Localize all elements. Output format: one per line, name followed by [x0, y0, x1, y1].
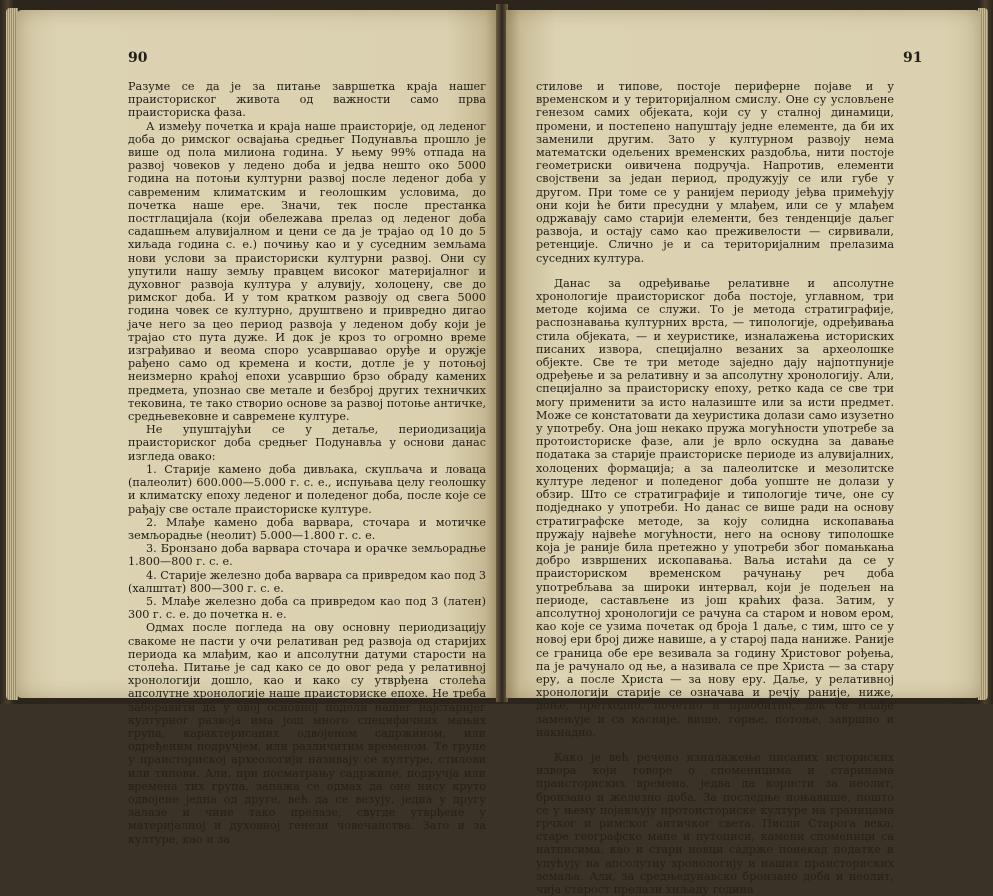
- paragraph: 2. Млађе камено доба варвара, сточара и мотичке земљорадње (неолит) 5.000—1.800 г. с. е.: [128, 515, 486, 542]
- paragraph: Одмах после погледа на ову основну периодизацију свакоме не пасти у очи релативан ред развоја од старијих периода ка млађим, као и апсолутни датуми старости на столећа. Питање је сад како се до овог реда у релативној хронологији дошло, као и како су утврђена столећа апсолутне хронологије наше праисториске епохе. Не треба заборавити да у овој основној подели нашег најстаријег културног развоја има још много специфичних мањих група, карактерисаних одвојеном садржином, или одређеним подручјем, или различитим временом. Те групе у праисториској археологији називају се културе, стилови или типови. Али, при посматрању садржине, подручја или времена тих група, запажа се одмах да оне нису круто одвојене једна од друге, већ да се везују, једна у другу залазе и чине тако прелазе, свугде утврђене у материјалној и духовној генези човечанства. Зато и за културе, као и за: [128, 621, 486, 846]
- paragraph: 5. Млађе железно доба са привредом као под 3 (латен) 300 г. с. е. до почетка н. е.: [128, 594, 486, 622]
- right-page: [506, 10, 981, 896]
- paragraph: Не упуштајући се у детаље, периодизација праисториског доба средњег Подунавља у основи данас изгледа овако:: [128, 423, 486, 463]
- right-page-text: [536, 80, 894, 896]
- left-page-text: [128, 80, 486, 846]
- paragraph: Како је већ речено изналажење писаних историских извора који говоре о споменицима и старинама праисториских времена, једва да користи за неолит, бронзано и железно доба. За последње поњавише, пошто се у њему појављују протоисториске културе на границама грчког и римског античког света. Писци Старога века, старе географске мапе и путописи, камени споменици са натписима, као и стари новци садрже понекад податке и упућују на апсолутну хронологију и наших праисториских земаља. Али, за средњедунавско бронзано доба и неолит, чија старост прелази хиљаду година: [536, 750, 894, 896]
- right-page-number: 91: [903, 50, 923, 66]
- paragraph: 1. Старије камено доба дивљака, скупљача и ловаца (палеолит) 600.000—5.000 г. с. е., испуњава целу геолошку и климатску епоху леденог и поледеног доба, после које се рађају све остале праисториске културе.: [128, 462, 486, 516]
- paragraph: А између почетка и краја наше праисторије, од леденог доба до римског освајања средњег Подунавља прошло је више од пола милиона година. У њему 99% отпада на развој човеков у ледено доба и једва нешто око 5000 година на потоњи културни развој после леденог доба у савременим климатским и геолошким условима, до почетка наше ере. Значи, тек после престанка постглацијала (који обележава прелаз од леденог доба садашњем алувијалном и цени се да је трајао од 10 до 5 хиљада година с. е.) почињу као и у суседним земљама нови услови за праисториски културни развој. Они су упутили нашу земљу правцем високог материјалног и духовног развоја култура у алувију, холоцену, све до римског доба. И у том кратком развоју од свега 5000 година човек се културно, друштвено и привредно дигао јаче него за цео период развоја у леденом добу који је трајао сто пута дуже. И док је кроз то огромно време изграђивао и веома споро усавршавао оруђе и оружје рађено само од кремена и кости, дотле је у потоњој неизмерно краћој епохи усавршио брзо обраду камених предмета, упознао све метале и безброј других техничких тековина, те тако створио основе за развој потоње античке, средњевековне и савремене културе.: [128, 119, 486, 424]
- paragraph: Данас за одређивање релативне и апсолутне хронологије праисториског доба постоје, углавном, три методе којима се служи. То је метода стратиграфије, распознавања културних врста, — типологије, одређивања стила објеката, — и хеуристике, изналажења историских писаних извора, специјално везаних за археолошке објекте. Све те три методе заједно дају најпотпуније одређење и за релативну и за апсолутну хронологију. Али, специјално за праисториску епоху, ретко када се све три могу применити за исто налазиште или за исти предмет. Може се констатовати да хеуристика долази само изузетно у употребу. Она још некако пружа могућности употребе за протоисториске фазе, али је врло оскудна за давање података за старије праисториске периоде из алувијалних, холоцених формација; а за палеолитске и мезолитске културе леденог и поледеног доба уопште не долази у обзир. Што се стратиграфије и типологије тиче, оне су подједнако у употреби. Но данас се више ради на основу стратиграфске методе, за коју солидна ископавања пружају највеће могућности, него на основу типолошке која је раније била претежно у употреби због помањкања добро извршених ископавања. Ваља истаћи да се у праисториском временском рачунању реч доба употребљава за широки интервал, који је подељен на периоде, састављене из још краћих фаза. Затим, у апсолутној хронологији се рачуна са старом и новом ером, као које се узима почетак од бројa 1 даље, с тим, што се у новој ери број диже навише, а у старој пада наниже. Раније се граница обе ере везивала за годину Христовог рођења, па је рачунало од ње, а називала се пре Христа — за стару еру, а после Христа — за нову еру. Даље, у релативној хронологији старије се означава и речју раније, ниже, доње, претходно, почетно и првобитно, док се млађе замењује и са касније, више, горње, потоње, завршно и накнадно.: [536, 276, 894, 739]
- left-page: [16, 10, 498, 846]
- paragraph: Разуме се да је за питање завршетка краја нашег праисториског живота од важности само прва праисториска фаза.: [128, 80, 486, 120]
- paragraph: стилове и типове, постоје периферне појаве и у временском и у територијалном смислу. Оне су условљене генезом самих објеката, који су у сталној динамици, промени, и постепено напуштају једне елементе, да би их заменили другим. Зато у културном развоју нема математски одељених временских раздобља, нити постоје геометриски оивичена подручја. Напротив, елементи својствени за један период, продужују се или губе у другом. При томе се у ранијем периоду јеђва примећују они који ће бити пресудни у млађем, или се у млађем одржавају само старији елементи, без тенденције даљег развоја, и остају само као преживелости — сирвивали, ретенције. Слично је и са територијалним прелазима суседних култура.: [536, 80, 894, 265]
- paragraph: 4. Старије железно доба варвара са привредом као под 3 (халштат) 800—300 г. с. е.: [128, 568, 486, 595]
- paragraph: 3. Бронзано доба варвара сточара и орачке земљорадње 1.800—800 г. с. е.: [128, 542, 486, 569]
- left-page-number: 90: [128, 50, 148, 66]
